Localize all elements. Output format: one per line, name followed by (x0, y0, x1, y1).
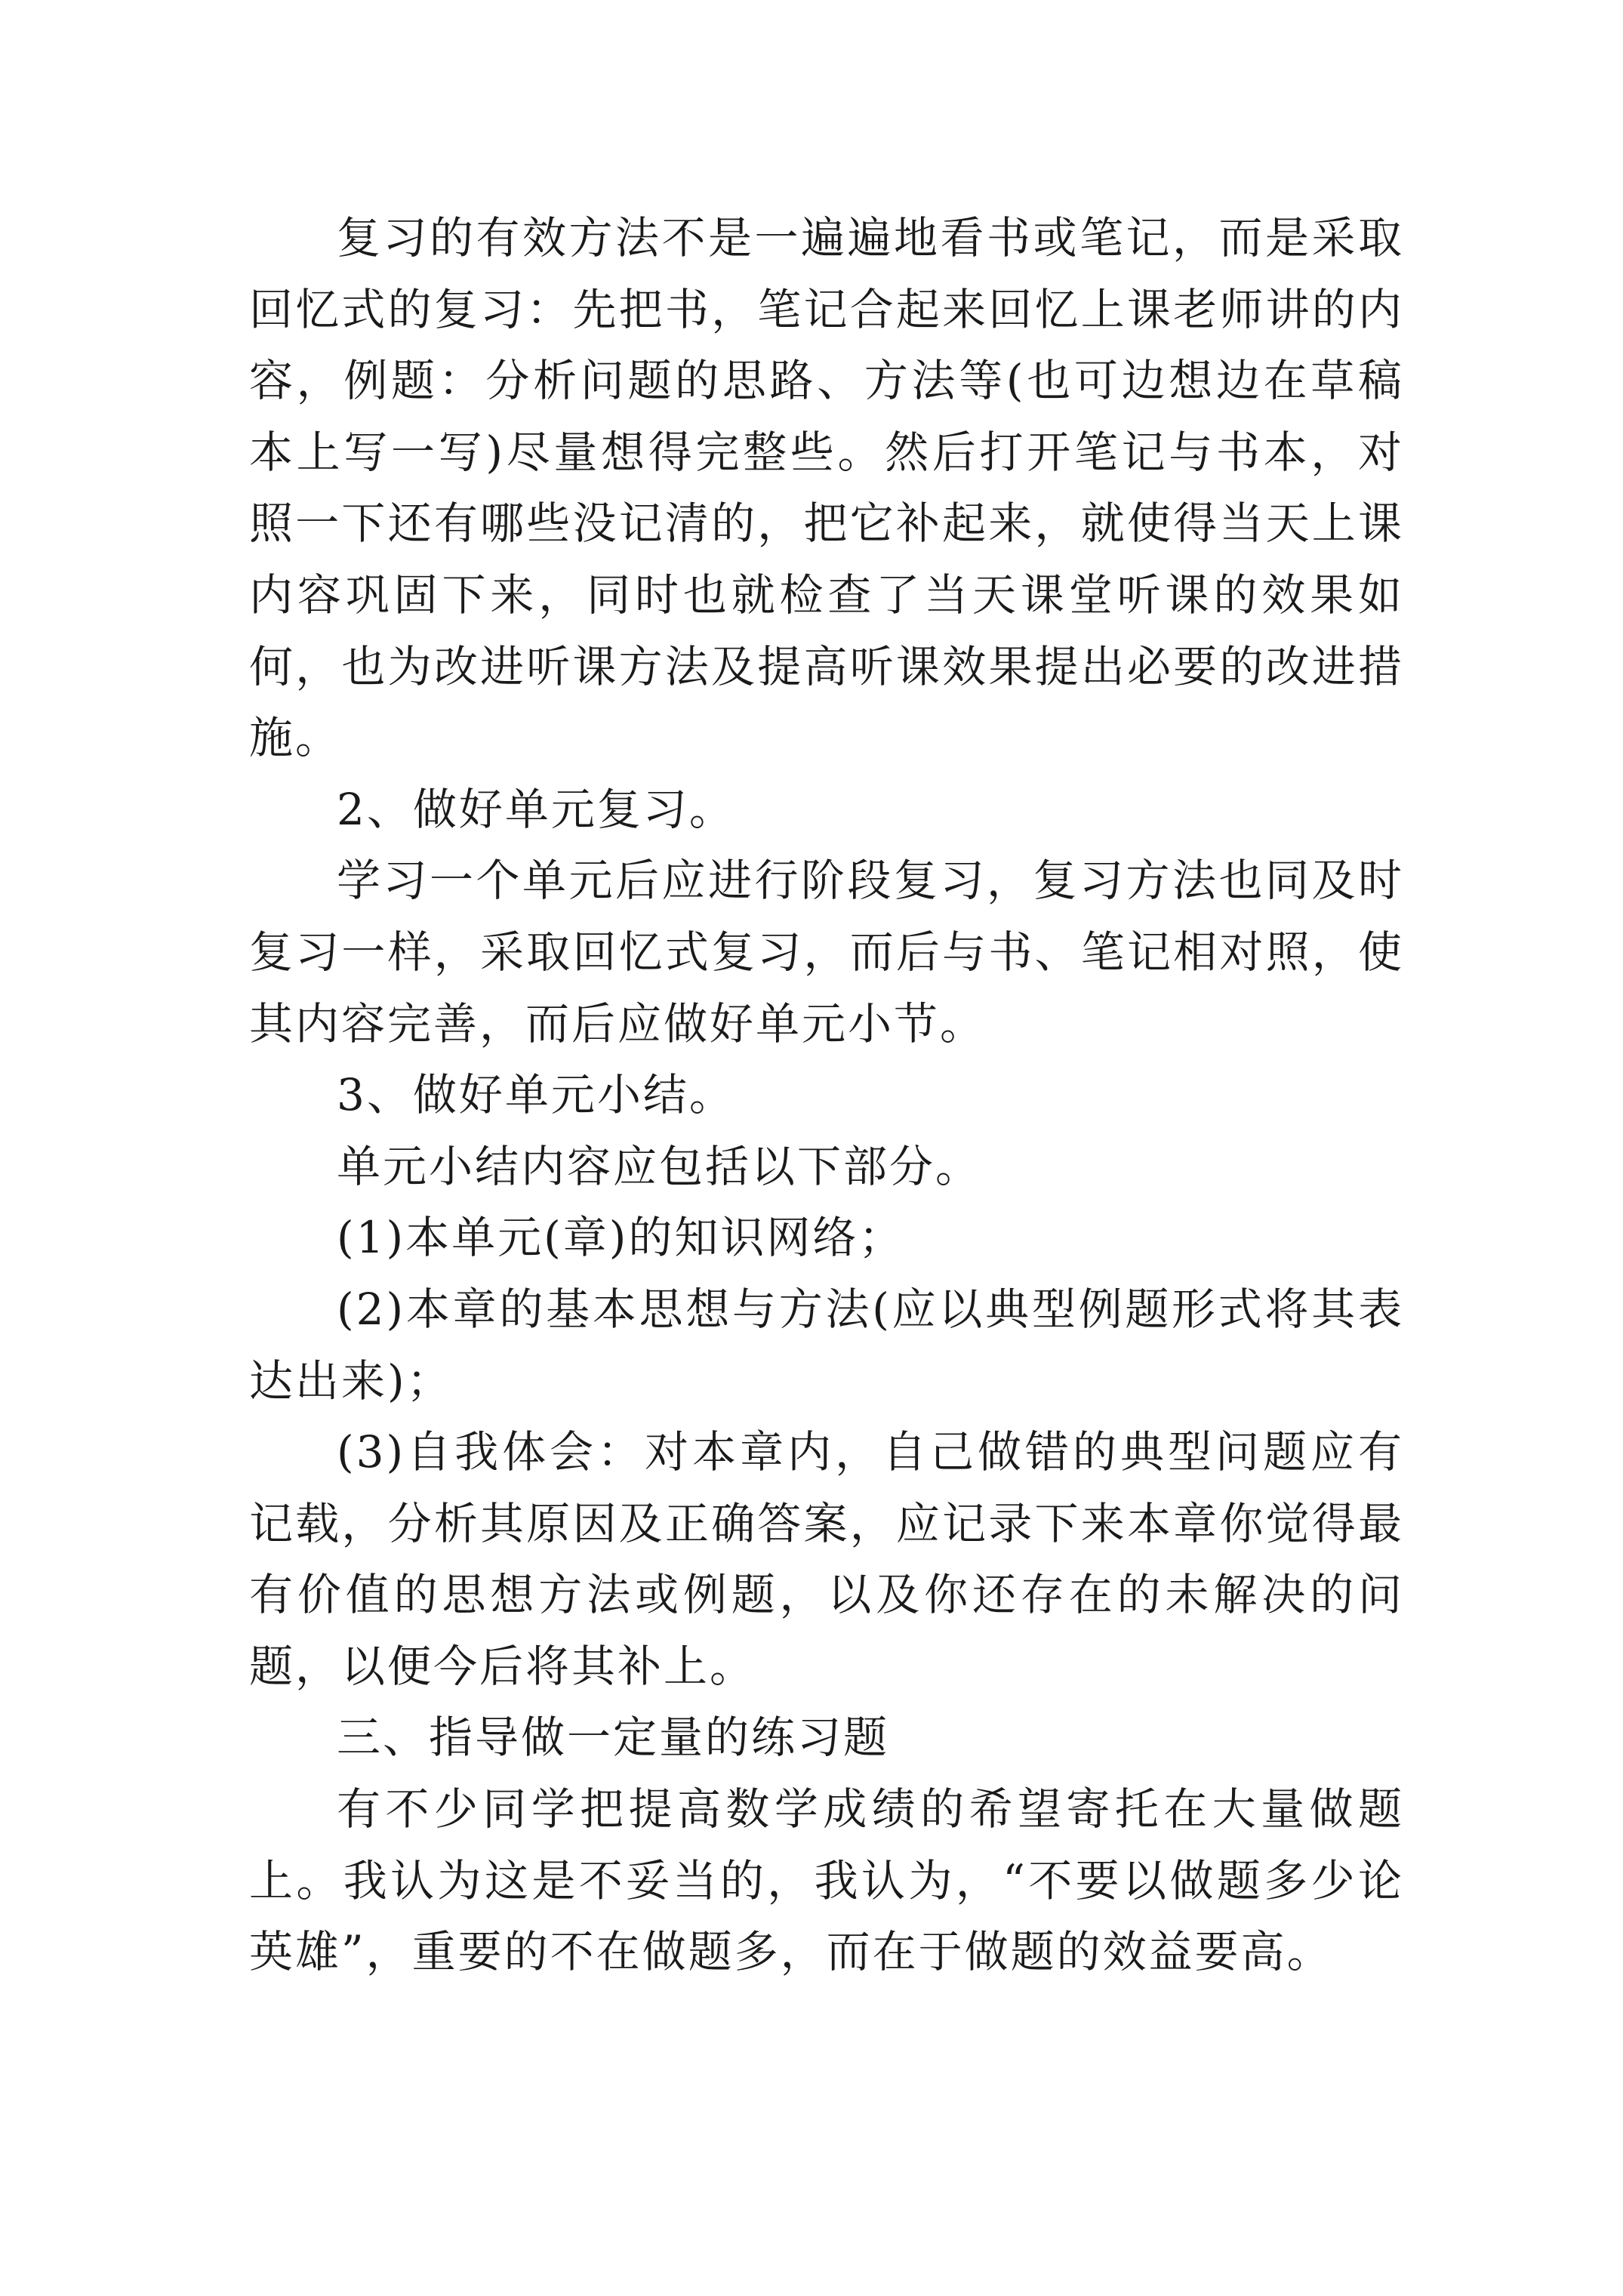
paragraph-recall-review: 复习的有效方法不是一遍遍地看书或笔记，而是采取回忆式的复习：先把书，笔记合起来回忆上课老师讲的内容，例题：分析问题的思路、方法等(也可边想边在草稿本上写一写)尽量想得完整些。然后打开笔记与书本，对照一下还有哪些没记清的，把它补起来，就使得当天上课内容巩固下来，同时也就检查了当天课堂听课的效果如何，也为改进听课方法及提高听课效果提出必要的改进措施。 (249, 212, 1404, 764)
heading-unit-review: 2、做好单元复习。 (337, 783, 735, 835)
paragraph-summary-intro: 单元小结内容应包括以下部分。 (337, 1140, 982, 1192)
paragraph-unit-review: 学习一个单元后应进行阶段复习，复习方法也同及时复习一样，采取回忆式复习，而后与书、笔记相对照，使其内容完善，而后应做好单元小节。 (249, 855, 1404, 1049)
list-item-knowledge-network: (1)本单元(章)的知识网络； (337, 1212, 905, 1264)
document-body (249, 202, 1404, 1988)
list-item-ideas-methods: (2)本章的基本思想与方法(应以典型例题形式将其表达出来)； (249, 1283, 1404, 1407)
heading-practice-exercises: 三、指导做一定量的练习题 (337, 1712, 890, 1764)
heading-unit-summary: 3、做好单元小结。 (337, 1069, 735, 1121)
list-item-self-reflection: (3)自我体会：对本章内，自己做错的典型问题应有记载，分析其原因及正确答案，应记录下来本章你觉得最有价值的思想方法或例题，以及你还存在的未解决的问题，以便今后将其补上。 (249, 1426, 1404, 1692)
paragraph-practice-exercises: 有不少同学把提高数学成绩的希望寄托在大量做题上。我认为这是不妥当的，我认为，“不要以做题多少论英雄”，重要的不在做题多，而在于做题的效益要高。 (249, 1783, 1404, 1978)
